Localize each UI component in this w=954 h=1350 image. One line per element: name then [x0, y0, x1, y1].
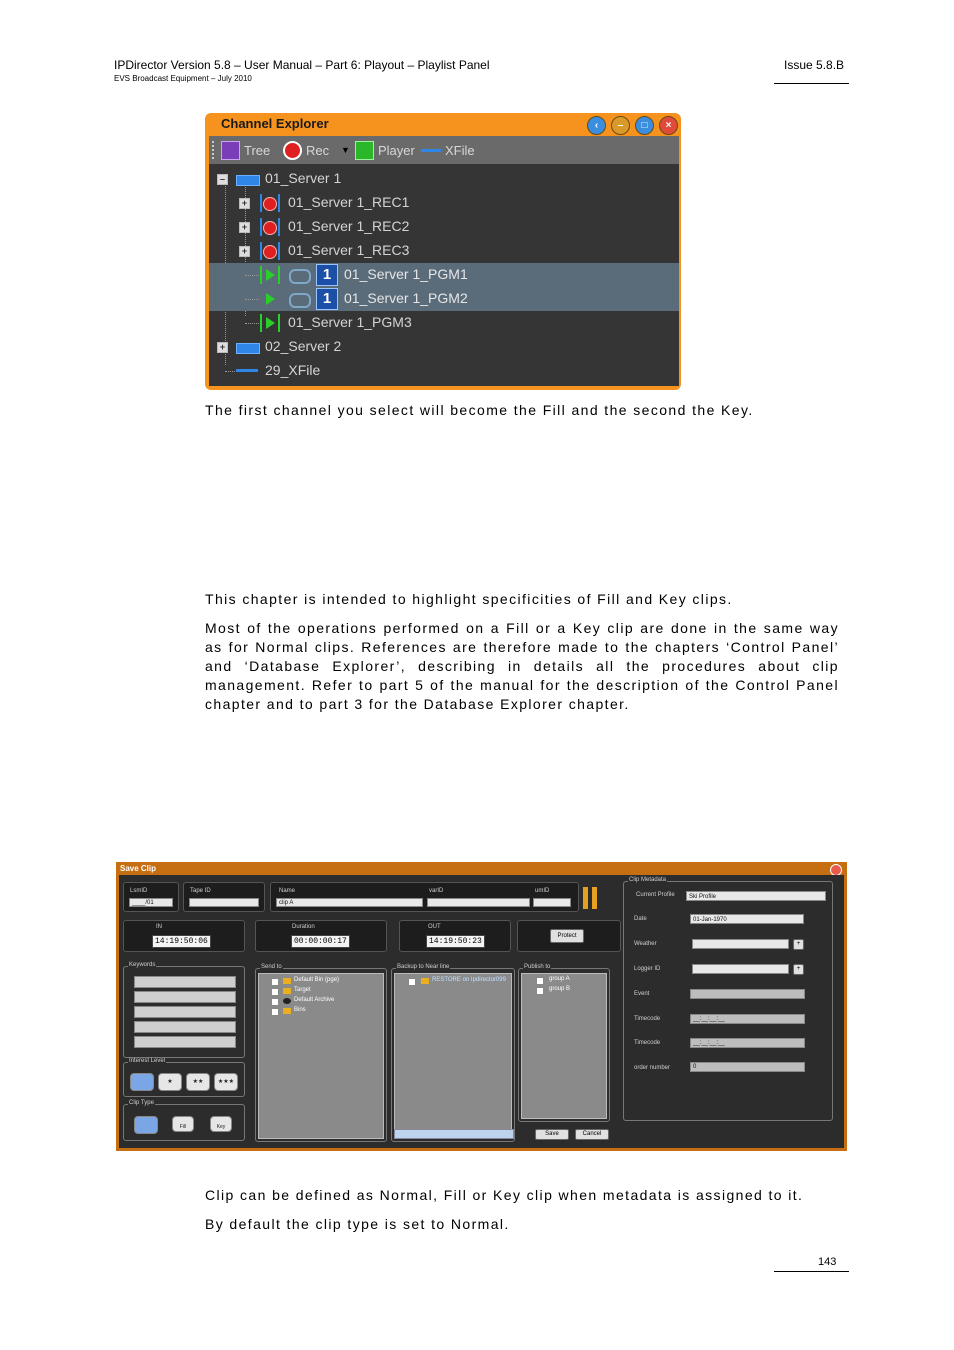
keyword-field[interactable] — [134, 991, 236, 1003]
tree-item-label: 01_Server 1_PGM3 — [288, 314, 412, 330]
send-to-checkbox[interactable] — [271, 1008, 279, 1016]
server-icon — [236, 175, 260, 186]
varid-field[interactable] — [427, 898, 530, 907]
out-label: OUT — [428, 924, 441, 930]
save-clip-window — [116, 862, 847, 1151]
tree-item-label: 02_Server 2 — [265, 338, 342, 354]
lsmid-field[interactable]: ____/01 — [129, 898, 173, 907]
tree-item-pgm2[interactable] — [209, 287, 679, 311]
xfile-icon — [236, 369, 258, 372]
duration-label: Duration — [292, 924, 315, 930]
back-icon[interactable]: ‹ — [587, 116, 606, 135]
publish-item[interactable]: group B — [549, 986, 571, 992]
save-clip-body — [119, 875, 844, 1148]
folder-icon — [283, 988, 291, 994]
send-to-checkbox[interactable] — [271, 998, 279, 1006]
tree-button-label: Tree — [244, 142, 271, 158]
default-type-paragraph: By default the clip type is set to Normal. — [205, 1216, 510, 1232]
player-icon — [355, 141, 374, 160]
tree-guide — [245, 299, 259, 300]
archive-icon — [283, 998, 291, 1004]
recorder-icon — [263, 245, 277, 259]
channel-explorer-title: Channel Explorer — [221, 116, 329, 131]
tree-item-pgm3[interactable] — [209, 311, 679, 335]
current-profile-label: Current Profile — [636, 892, 675, 898]
folder-icon — [283, 1008, 291, 1014]
interest-level-label: Interest Level — [129, 1058, 166, 1064]
folder-icon — [421, 978, 429, 984]
timecode1-label: Timecode — [634, 1016, 661, 1022]
publish-checkbox[interactable] — [536, 977, 544, 985]
recorder-icon — [263, 197, 277, 211]
clip-type-group — [123, 1100, 245, 1141]
out-timecode[interactable]: 14:19:50:23 — [426, 935, 485, 948]
tree-icon — [221, 141, 240, 160]
footer-rule — [774, 1271, 849, 1272]
xfile-button-label: XFile — [445, 142, 475, 158]
publish-label: Publish to — [524, 964, 551, 970]
header-title: IPDirector Version 5.8 – User Manual – Part 6: Playout – Playlist Panel — [114, 58, 490, 72]
collapse-icon[interactable]: – — [217, 174, 228, 185]
header-issue: Issue 5.8.B — [784, 58, 845, 72]
protect-box — [517, 920, 621, 952]
player-button[interactable] — [355, 140, 415, 160]
player-button-label: Player — [378, 142, 415, 158]
tree-item-label: 01_Server 1_PGM1 — [344, 266, 468, 282]
send-to-item[interactable]: Target — [294, 987, 311, 993]
server-icon — [236, 343, 260, 354]
keywords-label: Keywords — [129, 962, 156, 968]
timecode2-label: Timecode — [634, 1040, 661, 1046]
order-number-field[interactable]: 0 — [690, 1062, 805, 1072]
clip-type-key-button[interactable]: Key — [210, 1116, 232, 1132]
duration-box — [255, 920, 387, 952]
save-clip-title: Save Clip — [120, 864, 157, 873]
expand-icon[interactable]: + — [239, 246, 250, 257]
date-label: Date — [634, 916, 647, 922]
keyword-field[interactable] — [134, 1036, 236, 1048]
close-icon[interactable]: × — [659, 116, 678, 135]
channel-explorer-toolbar — [209, 136, 679, 165]
name-label: Name — [279, 888, 296, 894]
send-to-item[interactable]: Bins — [294, 1007, 306, 1013]
rec-icon — [283, 141, 302, 160]
tree-item-rec2[interactable] — [209, 215, 679, 239]
keyword-field[interactable] — [134, 976, 236, 988]
weather-select[interactable] — [692, 939, 789, 949]
send-to-checkbox[interactable] — [271, 988, 279, 996]
cancel-button[interactable]: Cancel — [575, 1129, 609, 1140]
clip-type-normal-button[interactable] — [134, 1116, 158, 1134]
channel-number-icon: 1 — [316, 264, 338, 286]
timecode1-field[interactable]: __:__:__:__ — [690, 1014, 805, 1024]
operations-paragraph: Most of the operations performed on a Fill or a Key clip are done in the same way as for Normal clips. References are therefore made to the chapters ‘Control Panel’ and ‘Database Explorer’, describing in details all the procedures about clip management. Refer to part 5 of the manual for the description of the Control Panel chapter and to part 3 for the Database Explorer chapter. — [205, 620, 839, 712]
horizontal-scrollbar[interactable] — [394, 1129, 514, 1139]
header-rule — [774, 83, 849, 84]
date-select[interactable]: 01-Jan-1970 — [690, 914, 804, 924]
tree-item-label: 01_Server 1_REC2 — [288, 218, 410, 234]
send-to-group — [255, 964, 387, 1142]
pause-icon[interactable] — [581, 887, 599, 909]
channel-number-icon: 1 — [316, 288, 338, 310]
play-icon — [266, 293, 275, 305]
keywords-group — [123, 962, 245, 1058]
save-button[interactable]: Save — [535, 1129, 569, 1140]
chapter-intro: This chapter is intended to highlight specificities of Fill and Key clips. — [205, 591, 733, 607]
tree-item-rec1[interactable] — [209, 191, 679, 215]
publish-group — [518, 964, 610, 1122]
duration-timecode[interactable]: 00:00:00:17 — [291, 935, 350, 948]
in-timecode[interactable]: 14:19:50:06 — [152, 935, 211, 948]
backup-group — [391, 964, 515, 1142]
out-box — [399, 920, 511, 952]
in-box — [123, 920, 245, 952]
send-to-checkbox[interactable] — [271, 978, 279, 986]
key-link-icon — [289, 293, 311, 308]
name-field[interactable]: clip A — [276, 898, 423, 907]
clip-defined-paragraph: Clip can be defined as Normal, Fill or Key clip when metadata is assigned to it. — [205, 1187, 804, 1203]
timecode2-field[interactable]: __:__:__:__ — [690, 1038, 805, 1048]
clip-type-fill-button[interactable]: Fill — [172, 1116, 194, 1132]
tree-item-xfile[interactable] — [209, 359, 679, 383]
fill-key-note: The first channel you select will become the Fill and the second the Key. — [205, 402, 754, 418]
backup-item[interactable]: RESTORE on Ipdirector099 — [432, 977, 506, 983]
umid-label: umID — [535, 888, 550, 894]
link-icon — [289, 269, 311, 284]
lsmid-box — [123, 882, 179, 912]
interest-two-star-icon[interactable]: ★★ — [186, 1073, 210, 1091]
tapeid-box — [183, 882, 265, 912]
folder-icon — [283, 978, 291, 984]
backup-tree — [394, 973, 512, 1130]
tree-item-label: 01_Server 1_REC3 — [288, 242, 410, 258]
weather-add-button[interactable]: + — [793, 939, 804, 950]
tree-item-pgm1[interactable] — [209, 263, 679, 287]
publish-item[interactable]: group A — [549, 976, 570, 982]
interest-one-star-icon[interactable]: ★ — [158, 1073, 182, 1091]
order-number-label: order number — [634, 1065, 671, 1071]
send-to-item[interactable]: Default Bin (pge) — [294, 977, 340, 983]
profile-select[interactable]: Ski Profile — [686, 891, 826, 901]
tree-item-server2[interactable] — [209, 335, 679, 359]
xfile-button[interactable] — [421, 140, 475, 160]
logger-id-select[interactable] — [692, 964, 789, 974]
varid-label: varID — [429, 888, 444, 894]
header-subtitle: EVS Broadcast Equipment – July 2010 — [114, 74, 252, 83]
play-icon — [266, 269, 275, 281]
page-number: 143 — [818, 1256, 837, 1268]
send-to-label: Send to — [261, 964, 282, 970]
expand-icon[interactable]: + — [239, 198, 250, 209]
keyword-field[interactable] — [134, 1006, 236, 1018]
clip-metadata-label: Clip Metadata — [629, 877, 667, 883]
minimize-icon[interactable]: – — [611, 116, 630, 135]
channel-explorer-window — [205, 113, 681, 390]
rec-button[interactable] — [283, 140, 329, 160]
send-to-tree — [258, 973, 384, 1139]
backup-checkbox[interactable] — [408, 978, 416, 986]
maximize-icon[interactable]: □ — [635, 116, 654, 135]
clip-type-label: Clip Type — [129, 1100, 154, 1106]
tree-guide — [245, 275, 259, 276]
interest-none-button[interactable] — [130, 1073, 154, 1091]
xfile-icon — [421, 149, 441, 152]
tree-guide — [225, 371, 235, 372]
tree-item-label: 29_XFile — [265, 362, 321, 378]
send-to-item[interactable]: Default Archive — [294, 997, 335, 1003]
rec-dropdown-icon[interactable]: ▼ — [341, 145, 350, 155]
expand-icon[interactable]: + — [239, 222, 250, 233]
logger-id-add-button[interactable]: + — [793, 964, 804, 975]
tree-item-label: 01_Server 1 — [265, 170, 342, 186]
channel-tree — [209, 164, 679, 386]
lsmid-label: LsmID — [130, 888, 148, 894]
umid-field[interactable] — [533, 898, 571, 907]
tree-item-label: 01_Server 1_PGM2 — [344, 290, 468, 306]
interest-level-group — [123, 1058, 245, 1097]
expand-icon[interactable]: + — [217, 342, 228, 353]
play-icon — [266, 317, 275, 329]
event-label: Event — [634, 991, 650, 997]
name-box — [270, 882, 579, 912]
rec-button-label: Rec — [306, 142, 330, 158]
clip-metadata-group — [623, 877, 833, 1121]
publish-checkbox[interactable] — [536, 987, 544, 995]
weather-label: Weather — [634, 941, 657, 947]
protect-button[interactable]: Protect — [550, 929, 584, 943]
logger-id-label: Logger ID — [634, 966, 661, 972]
publish-tree — [521, 973, 607, 1119]
toolbar-grip — [212, 141, 217, 159]
tapeid-label: Tape ID — [190, 888, 211, 894]
tree-item-label: 01_Server 1_REC1 — [288, 194, 410, 210]
tree-item-rec3[interactable] — [209, 239, 679, 263]
in-label: IN — [156, 924, 162, 930]
interest-three-star-icon[interactable]: ★★★ — [214, 1073, 238, 1091]
keyword-field[interactable] — [134, 1021, 236, 1033]
tree-item-server1[interactable] — [209, 167, 679, 191]
event-field[interactable] — [690, 989, 805, 999]
backup-label: Backup to Near line — [397, 964, 450, 970]
tree-button[interactable] — [221, 140, 270, 160]
recorder-icon — [263, 221, 277, 235]
tapeid-field[interactable] — [189, 898, 259, 907]
tree-guide — [245, 323, 259, 324]
